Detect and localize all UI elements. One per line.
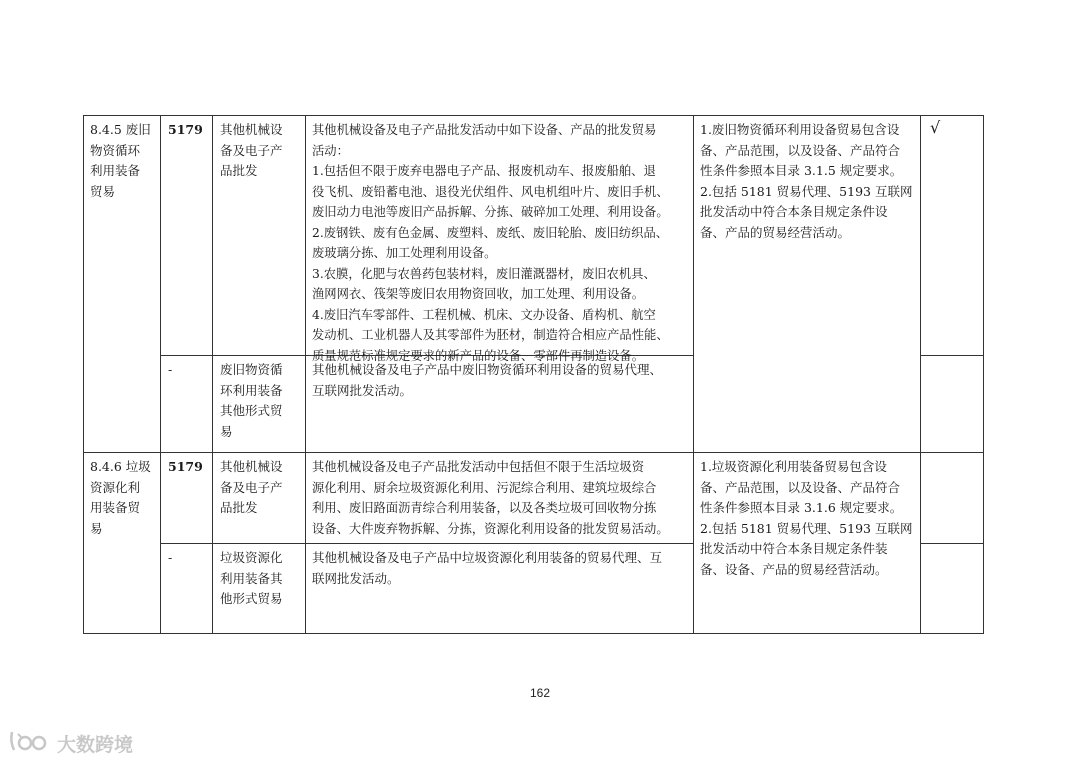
page-number: 162	[529, 686, 551, 700]
industry-name-cell: 废旧物资循 环利用装备 其他形式贸 易	[220, 362, 283, 439]
description-cell: 其他机械设备及电子产品批发活动中如下设备、产品的批发贸易 活动： 1.包括但不限于废弃电器电子产品、报废机动车、报废船舶、退 役飞机、废铅蓄电池、退役光伏组件、风电机组叶片、废旧手机、 废旧动力电池等废旧产品拆解、分拣、破碎加工处理、利用设备。 2.废钢铁、废有色金属、废塑料、废纸、废旧轮胎、废旧纺织品、 废玻璃分拣、加工处理利用设备。 3.农膜，化肥与农兽药包装材料，废旧灌溉器材，废旧农机具、 渔网网衣、筏架等废旧农用物资回收，加工处理、利用设备。 4.废旧汽车零部件、工程机械、机床、文办设备、盾构机、航空 发动机、工业机器人及其零部件为胚材，制造符合相应产品性能、 质量规范标准规定要求的新产品的设备、零部件再制造设备。	[312, 123, 669, 363]
description-cell: 其他机械设备及电子产品中垃圾资源化利用装备的贸易代理、互 联网批发活动。	[312, 550, 663, 586]
column-divider-notes	[693, 115, 694, 634]
table-right-border	[983, 115, 984, 634]
industry-code-cell: -	[168, 362, 173, 377]
notes-cell-8-4-6: 1.垃圾资源化利用装备贸易包含设 备、产品范围，以及设备、产品符合 性条件参照本目录 3.1.6 规定要求。 2.包括 5181 贸易代理、5193 互联网 批发活动中符合本条目规定条件装 备、设备、产品的贸易经营活动。	[700, 459, 913, 577]
industry-name-cell: 垃圾资源化 利用装备其 他形式贸易	[220, 550, 283, 606]
description-cell: 其他机械设备及电子产品中废旧物资循环利用设备的贸易代理、 互联网批发活动。	[312, 362, 663, 398]
check-mark: √	[930, 118, 941, 137]
row-divider-8-4-6	[160, 543, 693, 544]
column-divider-mark	[920, 115, 921, 634]
industry-name-cell: 其他机械设 备及电子产 品批发	[220, 122, 283, 178]
mark-divider-8-4-5	[920, 355, 984, 356]
table-top-border	[83, 115, 984, 116]
description-cell: 其他机械设备及电子产品批发活动中包括但不限于生活垃圾资 源化利用、厨余垃圾资源化利用、污泥综合利用、建筑垃圾综合 利用、废旧路面沥青综合利用装备，以及各类垃圾可回收物分拣 设备、大件废弃物拆解、分拣，资源化利用设备的批发贸易活动。	[312, 460, 669, 536]
table-bottom-border	[83, 633, 984, 634]
watermark-text: 大数跨境	[57, 734, 134, 756]
industry-name-cell: 其他机械设 备及电子产 品批发	[220, 459, 283, 515]
notes-cell-8-4-5: 1.废旧物资循环利用设备贸易包含设 备、产品范围，以及设备、产品符合 性条件参照本目录 3.1.5 规定要求。 2.包括 5181 贸易代理、5193 互联网 批发活动中符合本条目规定条件设 备、产品的贸易经营活动。	[700, 122, 913, 240]
table-left-border	[83, 115, 84, 634]
section-divider	[83, 452, 984, 453]
column-divider-description	[305, 115, 306, 634]
industry-code-cell: 5179	[168, 459, 203, 474]
category-cell-8-4-5: 8.4.5 废旧 物资循环 利用装备 贸易	[90, 122, 151, 199]
column-divider-industry	[212, 115, 213, 634]
category-cell-8-4-6: 8.4.6 垃圾 资源化利 用装备贸 易	[90, 459, 151, 536]
watermark	[8, 728, 133, 759]
column-divider-code	[160, 115, 161, 634]
mark-divider-8-4-6	[920, 543, 984, 544]
industry-code-cell: 5179	[168, 122, 203, 137]
industry-code-cell: -	[168, 550, 173, 565]
watermark-logo-icon	[8, 728, 52, 759]
